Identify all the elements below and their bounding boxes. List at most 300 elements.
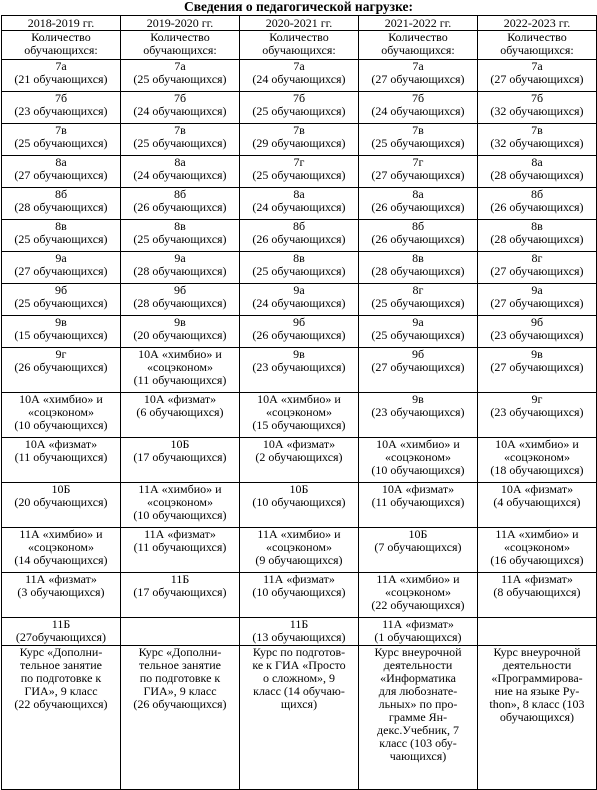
cell-line: 7б [292,91,306,105]
cell-line: (4 обучающихся) [493,495,581,509]
cell-line: Курс «Дополни- [138,645,222,659]
cell-line: для любознате- [378,684,458,698]
cell-line: 11А «физмат» [263,572,335,586]
cell-line: «соцэконом» [147,495,213,509]
cell-line: (15 обучающихся) [14,328,108,342]
table-cell [2,483,121,528]
cell-line: 9в [55,315,67,329]
table-cell [240,156,359,188]
cell-line: ГИА», 9 класс [143,684,217,698]
table-cell [359,393,478,438]
table-row [2,31,597,60]
table-cell [2,438,121,483]
table-cell [2,220,121,252]
table-cell [2,618,121,646]
cell-line: (26 обучающихся) [252,232,346,246]
cell-line: (25 обучающихся) [371,136,465,150]
table-cell [478,438,597,483]
cell-line: (10 обучающихся) [371,463,465,477]
cell-line: 8а [55,155,67,169]
cell-line: льных» по про- [378,697,458,711]
table-cell [359,60,478,92]
cell-line: (23 обучающихся) [371,405,465,419]
table-cell [478,316,597,348]
cell-line: «соцэконом» [385,450,451,464]
cell-line: 10А «физмат» [262,437,336,451]
table-cell [240,393,359,438]
teaching-load-table [1,15,597,790]
cell-line: (27 обучающихся) [14,168,108,182]
cell-line: 11А «физмат» [144,527,216,541]
cell-line: (17 обучающихся) [133,585,227,599]
cell-line: (28 обучающихся) [490,232,584,246]
table-cell [2,252,121,284]
cell-line: 9г [531,392,543,406]
cell-line: класс (103 обу- [379,736,457,750]
table-cell [121,220,240,252]
cell-line: Курс внеурочной [374,645,462,659]
cell-line: деятельности [383,658,453,672]
table-cell [478,31,597,60]
table-cell [240,188,359,220]
cell-line: (11 обучающихся) [133,373,227,387]
cell-line: 7г [412,155,424,169]
cell-line: (27 обучающихся) [490,72,584,86]
cell-line: (25 обучающихся) [252,264,346,278]
cell-line: 9б [54,283,68,297]
cell-line: (29 обучающихся) [252,136,346,150]
cell-line: 7а [55,59,67,73]
cell-line: обучающихся) [499,710,575,724]
table-cell [121,252,240,284]
table-cell [359,156,478,188]
cell-line: 7в [174,123,186,137]
table-cell [478,60,597,92]
cell-line: (11 обучающихся) [14,450,108,464]
table-cell [478,573,597,618]
cell-line: Количество [388,30,448,44]
cell-line: «соцэконом» [504,450,570,464]
cell-line: (26 обучающихся) [133,697,227,711]
cell-line: 9в [174,315,186,329]
table-cell [359,124,478,156]
cell-line: 8а [293,187,305,201]
table-cell [2,92,121,124]
cell-line: 11А «химбио» и [376,572,460,586]
cell-line: (26 обучающихся) [133,200,227,214]
cell-line: (14 обучающихся) [14,553,108,567]
table-cell [2,124,121,156]
table-cell [359,31,478,60]
cell-line: 8б [292,219,306,233]
cell-line: 8а [412,187,424,201]
cell-line: (26 обучающихся) [14,360,108,374]
page-title: Сведения о педагогической нагрузке: [183,0,414,14]
table-cell [478,483,597,528]
header-row [2,16,597,31]
cell-line: 7б [173,91,187,105]
cell-line: 8г [412,283,424,297]
table-cell [2,316,121,348]
cell-line: Курс внеурочной [493,645,581,659]
table-cell [240,573,359,618]
cell-line: 8в [531,219,543,233]
table-cell [240,483,359,528]
table-cell [478,92,597,124]
cell-line: (24 обучающихся) [252,200,346,214]
table-cell [359,528,478,573]
table-row [2,92,597,124]
table-row [2,124,597,156]
cell-line: (24 обучающихся) [133,168,227,182]
table-row [2,483,597,528]
table-row [2,646,597,790]
cell-line: (24 обучающихся) [252,296,346,310]
cell-line: (17 обучающихся) [133,450,227,464]
cell-line: (20 обучающихся) [133,328,227,342]
table-cell [478,124,597,156]
table-cell [359,92,478,124]
cell-line: 10Б [408,527,428,541]
cell-line: (25 обучающихся) [252,168,346,182]
cell-line: (26 обучающихся) [490,200,584,214]
cell-line: 10А «химбио» и [138,347,222,361]
table-row [2,284,597,316]
cell-line: щихся) [280,697,318,711]
table-cell [2,573,121,618]
cell-line: (10 обучающихся) [133,508,227,522]
cell-line: 9б [411,347,425,361]
cell-line: 11Б [289,617,309,631]
cell-line: обучающихся: [500,43,574,57]
table-cell [240,438,359,483]
cell-line: 7а [412,59,424,73]
table-cell [121,483,240,528]
cell-line: (25 обучающихся) [371,296,465,310]
table-row [2,348,597,393]
cell-line: 11Б [170,572,190,586]
table-cell [2,60,121,92]
cell-line: обучающихся: [381,43,455,57]
cell-line: (22 обучающихся) [14,697,108,711]
cell-line: (27 обучающихся) [490,264,584,278]
cell-line: 10А «химбио» и [495,437,579,451]
cell-line: (24 обучающихся) [133,104,227,118]
cell-line: (25 обучающихся) [371,328,465,342]
cell-line: Курс «Дополни- [19,645,103,659]
cell-line: 11А «физмат» [382,617,454,631]
cell-line: 9а [293,283,305,297]
cell-line: (23 обучающихся) [252,360,346,374]
table-row [2,60,597,92]
table-cell [359,284,478,316]
cell-line: 7а [293,59,305,73]
table-cell [359,188,478,220]
cell-line: 9а [412,315,424,329]
table-cell [121,646,240,790]
cell-line: (20 обучающихся) [14,495,108,509]
table-cell [121,92,240,124]
cell-line: (26 обучающихся) [371,200,465,214]
cell-line: 7в [412,123,424,137]
cell-line: (7 обучающихся) [374,540,462,554]
table-cell [478,393,597,438]
table-row [2,438,597,483]
cell-line: «соцэконом» [266,405,332,419]
table-cell [240,92,359,124]
cell-line: 7в [55,123,67,137]
cell-line: о сложном», 9 [262,671,336,685]
cell-line: 9б [173,283,187,297]
cell-line: тельное занятие [20,658,102,672]
cell-line: «Программирова- [491,671,583,685]
table-cell [121,284,240,316]
cell-line: 9г [55,347,67,361]
cell-line: (2 обучающихся) [255,450,343,464]
cell-line: (28 обучающихся) [371,264,465,278]
table-cell [359,316,478,348]
cell-line: чающихся) [389,749,447,763]
cell-line: (27 обучающихся) [14,264,108,278]
cell-line: 11А «химбио» и [138,482,222,496]
cell-line: (15 обучающихся) [252,418,346,432]
table-cell [121,528,240,573]
year-header: 2022-2023 гг. [478,16,597,31]
cell-line: (28 обучающихся) [133,296,227,310]
cell-line: 9а [531,283,543,297]
cell-line: ние на языке Py- [494,684,580,698]
cell-line: Количество [269,30,329,44]
cell-line: (25 обучающихся) [14,136,108,150]
table-cell [359,438,478,483]
table-cell [121,618,240,646]
cell-line: (11 обучающихся) [133,540,227,554]
table-cell [2,348,121,393]
cell-line: (27 обучающихся) [490,296,584,310]
cell-line: Количество [507,30,567,44]
cell-line: 8б [411,219,425,233]
cell-line: 10А «физмат» [143,392,217,406]
cell-line: (18 обучающихся) [490,463,584,477]
table-cell [240,618,359,646]
cell-line: класс (14 обучаю- [253,684,345,698]
cell-line: 8г [531,251,543,265]
cell-line: обучающихся: [143,43,217,57]
cell-line: 9б [530,315,544,329]
cell-line: обучающихся: [262,43,336,57]
table-row [2,156,597,188]
cell-line: (6 обучающихся) [136,405,224,419]
table-cell [121,156,240,188]
table-cell [240,528,359,573]
table-cell [121,124,240,156]
cell-line: 9в [293,347,305,361]
cell-line: (25 обучающихся) [133,136,227,150]
table-cell [478,188,597,220]
cell-line: 10Б [51,482,71,496]
cell-line: (1 обучающихся) [374,630,462,644]
cell-line: (23 обучающихся) [490,328,584,342]
cell-line: (28 обучающихся) [133,264,227,278]
table-cell [478,348,597,393]
cell-line: «соцэконом» [504,540,570,554]
year-header: 2021-2022 гг. [359,16,478,31]
cell-line: (32 обучающихся) [490,104,584,118]
table-cell [121,60,240,92]
cell-line: «соцэконом» [28,540,94,554]
cell-line: (23 обучающихся) [490,405,584,419]
cell-line: (9 обучающихся) [255,553,343,567]
table-body [2,31,597,790]
table-cell [359,646,478,790]
cell-line: (25 обучающихся) [133,232,227,246]
cell-line: 7г [293,155,305,169]
table-cell [121,31,240,60]
table-cell [2,284,121,316]
table-cell [121,316,240,348]
cell-line: по подготовке к [139,671,221,685]
cell-line: «соцэконом» [266,540,332,554]
table-cell [2,156,121,188]
table-cell [478,284,597,316]
cell-line: Количество [150,30,210,44]
cell-line: ке к ГИА «Просто [252,658,346,672]
cell-line: (3 обучающихся) [17,585,105,599]
table-row [2,252,597,284]
table-cell [121,573,240,618]
cell-line: (25 обучающихся) [252,104,346,118]
cell-line: «соцэконом» [147,360,213,374]
table-cell [121,188,240,220]
cell-line: 8б [173,187,187,201]
year-header: 2020-2021 гг. [240,16,359,31]
table-cell [240,60,359,92]
cell-line: 10Б [170,437,190,451]
table-cell [2,31,121,60]
table-cell [478,156,597,188]
cell-line: (28 обучающихся) [490,168,584,182]
cell-line: 11А «химбио» и [257,527,341,541]
table-cell [2,646,121,790]
table-row [2,573,597,618]
cell-line: 8в [55,219,67,233]
cell-line: 7в [293,123,305,137]
cell-line: (27 обучающихся) [371,360,465,374]
cell-line: 10А «физмат» [24,437,98,451]
table-cell [359,483,478,528]
table-cell [478,252,597,284]
cell-line: (10 обучающихся) [252,585,346,599]
cell-line: (13 обучающихся) [252,630,346,644]
cell-line: 11А «химбио» и [19,527,103,541]
cell-line: 8б [54,187,68,201]
cell-line: (10 обучающихся) [252,495,346,509]
table-cell [359,252,478,284]
cell-line: (10 обучающихся) [14,418,108,432]
table-cell [478,220,597,252]
cell-line: thon», 8 класс (103 [489,697,585,711]
table-cell [240,124,359,156]
cell-line: 9в [412,392,424,406]
cell-line: 9в [531,347,543,361]
cell-line: 11А «химбио» и [495,527,579,541]
cell-line: 10А «химбио» и [19,392,103,406]
cell-line: 7а [174,59,186,73]
cell-line: декс.Учебник, 7 [377,723,459,737]
cell-line: (28 обучающихся) [14,200,108,214]
cell-line: 10Б [289,482,309,496]
cell-line: 8в [293,251,305,265]
cell-line: (27 обучающихся) [371,72,465,86]
table-cell [478,618,597,646]
cell-line: (26 обучающихся) [371,232,465,246]
cell-line: (26 обучающихся) [252,328,346,342]
cell-line: (25 обучающихся) [14,296,108,310]
cell-line: «соцэконом» [385,585,451,599]
cell-line: 8в [412,251,424,265]
cell-line: 7а [531,59,543,73]
cell-line: 10А «физмат» [381,482,455,496]
table-row [2,528,597,573]
table-cell [240,220,359,252]
table-cell [478,646,597,790]
cell-line: 11Б [51,617,71,631]
cell-line: Курс по подготов- [252,645,346,659]
table-cell [478,528,597,573]
cell-line: (27обучающихся) [15,630,107,644]
table-cell [240,31,359,60]
cell-line: (23 обучающихся) [14,104,108,118]
table-row [2,393,597,438]
cell-line: 9а [55,251,67,265]
cell-line: 7б [530,91,544,105]
cell-line: (27 обучающихся) [490,360,584,374]
table-row [2,220,597,252]
table-cell [121,393,240,438]
cell-line: по подготовке к [20,671,102,685]
table-cell [359,618,478,646]
cell-line: 10А «физмат» [500,482,574,496]
table-cell [2,393,121,438]
cell-line: 10А «химбио» и [376,437,460,451]
table-row [2,188,597,220]
cell-line: «Информатика [380,671,456,685]
table-cell [2,188,121,220]
cell-line: (27 обучающихся) [371,168,465,182]
cell-line: (11 обучающихся) [371,495,465,509]
table-cell [359,220,478,252]
cell-line: (24 обучающихся) [252,72,346,86]
cell-line: 8а [531,155,543,169]
cell-line: тельное занятие [139,658,221,672]
year-header: 2019-2020 гг. [121,16,240,31]
cell-line: (25 обучающихся) [14,232,108,246]
table-cell [240,646,359,790]
table-cell [2,528,121,573]
cell-line: ГИА», 9 класс [24,684,98,698]
cell-line: обучающихся: [24,43,98,57]
cell-line: 7б [411,91,425,105]
cell-line: (16 обучающихся) [490,553,584,567]
table-cell [240,284,359,316]
table-cell [240,252,359,284]
cell-line: (32 обучающихся) [490,136,584,150]
cell-line: грамме Ян- [388,710,448,724]
table-cell [240,316,359,348]
table-cell [359,573,478,618]
cell-line: «соцэконом» [28,405,94,419]
year-header: 2018-2019 гг. [2,16,121,31]
